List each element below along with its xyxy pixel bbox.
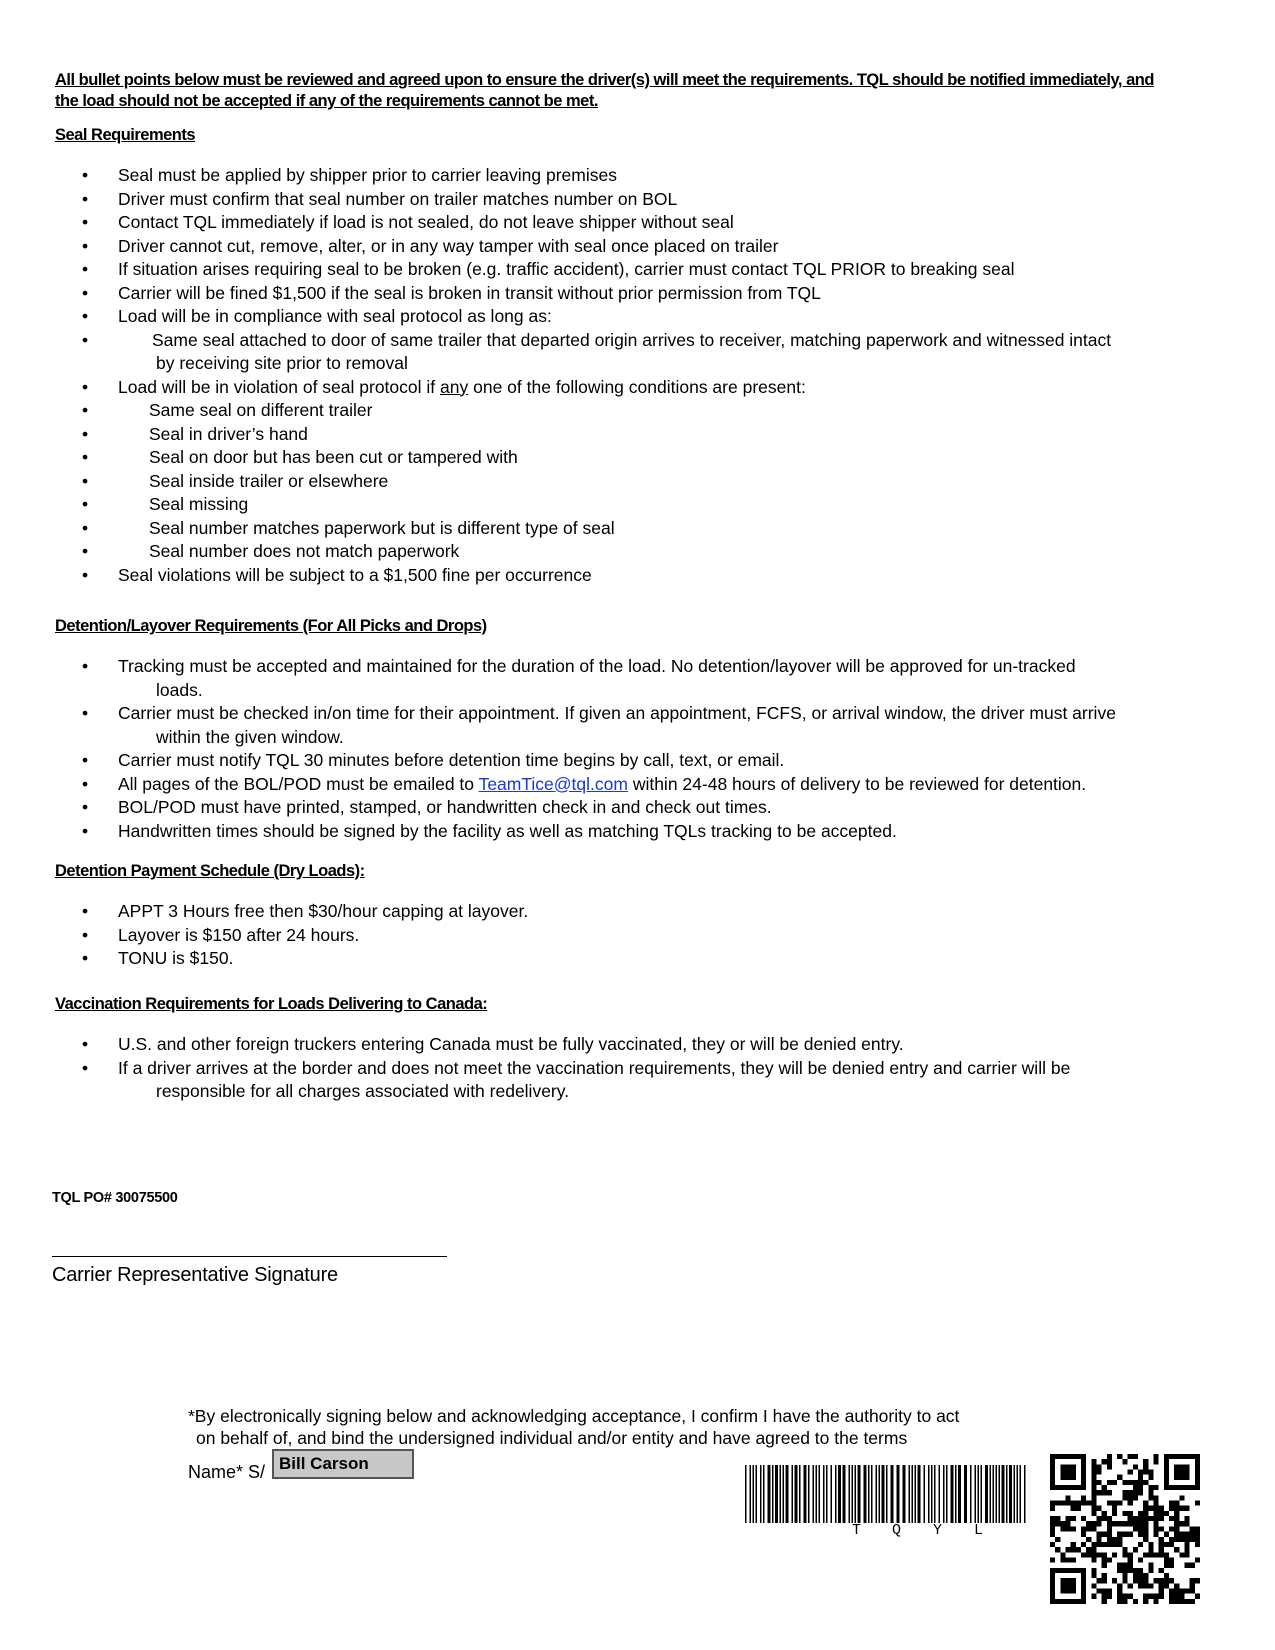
- payment-heading: Detention Payment Schedule (Dry Loads):: [55, 862, 365, 880]
- list-item: • Seal must be applied by shipper prior to carrier leaving premises: [82, 165, 617, 185]
- list-item: • Seal number matches paperwork but is different type of seal: [82, 517, 615, 538]
- list-item: • Driver cannot cut, remove, alter, or in any way tamper with seal once placed on trailer: [82, 235, 779, 256]
- list-item: • Load will be in compliance with seal protocol as long as:: [82, 306, 552, 326]
- list-item: • Seal violations will be subject to a $1,500 fine per occurrence: [82, 564, 592, 585]
- list-item: • Seal inside trailer or elsewhere: [82, 470, 389, 491]
- esign-disclaimer: *By electronically signing below and acknowledging acceptance, I confirm I have the authority to act on behalf of, and bind the undersigned individual and/or entity and have agreed to the terms: [188, 1406, 960, 1448]
- signature-label: Carrier Representative Signature: [52, 1264, 338, 1286]
- list-item: • TONU is $150.: [82, 948, 234, 968]
- list-item: • Carrier must notify TQL 30 minutes before detention time begins by call, text, or email.: [82, 750, 785, 770]
- list-item: • Contact TQL immediately if load is not sealed, do not leave shipper without seal: [82, 212, 734, 232]
- list-item: • U.S. and other foreign truckers entering Canada must be fully vaccinated, they or will be denied entry.: [82, 1034, 904, 1054]
- intro-notice: All bullet points below must be reviewed and agreed upon to ensure the driver(s) will meet the requirements. TQL should be notified immediately, and the load should not be accepted if any of the requirements cannot be met.: [55, 71, 1154, 110]
- signature-line: [52, 1256, 447, 1257]
- list-item: • Same seal on different trailer: [82, 400, 373, 420]
- seal-list: [0, 164, 1232, 587]
- list-item: • Driver must confirm that seal number on trailer matches number on BOL: [82, 188, 678, 209]
- list-item: • If a driver arrives at the border and does not meet the vaccination requirements, they will be denied entry and carrier will be responsible for all charges associated with redelivery.: [82, 1057, 1071, 1101]
- name-label: Name* S/: [188, 1462, 266, 1482]
- list-item: • Seal on door but has been cut or tampered with: [82, 447, 518, 467]
- detention-list: [0, 655, 1198, 843]
- list-item: • Layover is $150 after 24 hours.: [82, 924, 360, 945]
- detention-heading: Detention/Layover Requirements (For All Picks and Drops): [55, 617, 487, 635]
- po-number: TQL PO# 30075500: [52, 1190, 178, 1206]
- list-item: • Tracking must be accepted and maintained for the duration of the load. No detention/layover will be approved for un-tracked loads.: [82, 656, 1076, 700]
- barcode: [745, 1465, 1030, 1523]
- list-item: • Seal number does not match paperwork: [82, 541, 460, 561]
- name-field[interactable]: Bill Carson: [272, 1449, 414, 1479]
- vaccination-list: [0, 1033, 1198, 1104]
- seal-heading: Seal Requirements: [55, 126, 196, 144]
- list-item: • Carrier must be checked in/on time for their appointment. If given an appointment, FCFS, or arrival window, the driver must arrive within the given window.: [82, 703, 1116, 747]
- list-item: • Load will be in violation of seal protocol if any one of the following conditions are present:: [82, 376, 806, 397]
- list-item: • Seal in driver’s hand: [82, 423, 308, 444]
- email-link[interactable]: TeamTice@tql.com: [478, 773, 628, 794]
- list-item: • Seal missing: [82, 494, 249, 514]
- list-item: • All pages of the BOL/POD must be emailed to TeamTice@tql.com within 24-48 hours of delivery to be reviewed for detention.: [82, 773, 1087, 794]
- list-item: • Carrier will be fined $1,500 if the seal is broken in transit without prior permission from TQL: [82, 282, 821, 303]
- list-item: • BOL/POD must have printed, stamped, or handwritten check in and check out times.: [82, 797, 772, 817]
- list-item: • Same seal attached to door of same trailer that departed origin arrives to receiver, matching paperwork and witnessed intact by receiving site prior to removal: [82, 329, 1112, 373]
- list-item: • Handwritten times should be signed by the facility as well as matching TQLs tracking to be accepted.: [82, 820, 897, 841]
- list-item: • APPT 3 Hours free then $30/hour capping at layover.: [82, 901, 529, 921]
- payment-list: [0, 900, 1198, 971]
- vaccination-heading: Vaccination Requirements for Loads Delivering to Canada:: [55, 995, 488, 1013]
- qr-code: [1050, 1454, 1200, 1604]
- list-item: • If situation arises requiring seal to be broken (e.g. traffic accident), carrier must contact TQL PRIOR to breaking seal: [82, 259, 1015, 279]
